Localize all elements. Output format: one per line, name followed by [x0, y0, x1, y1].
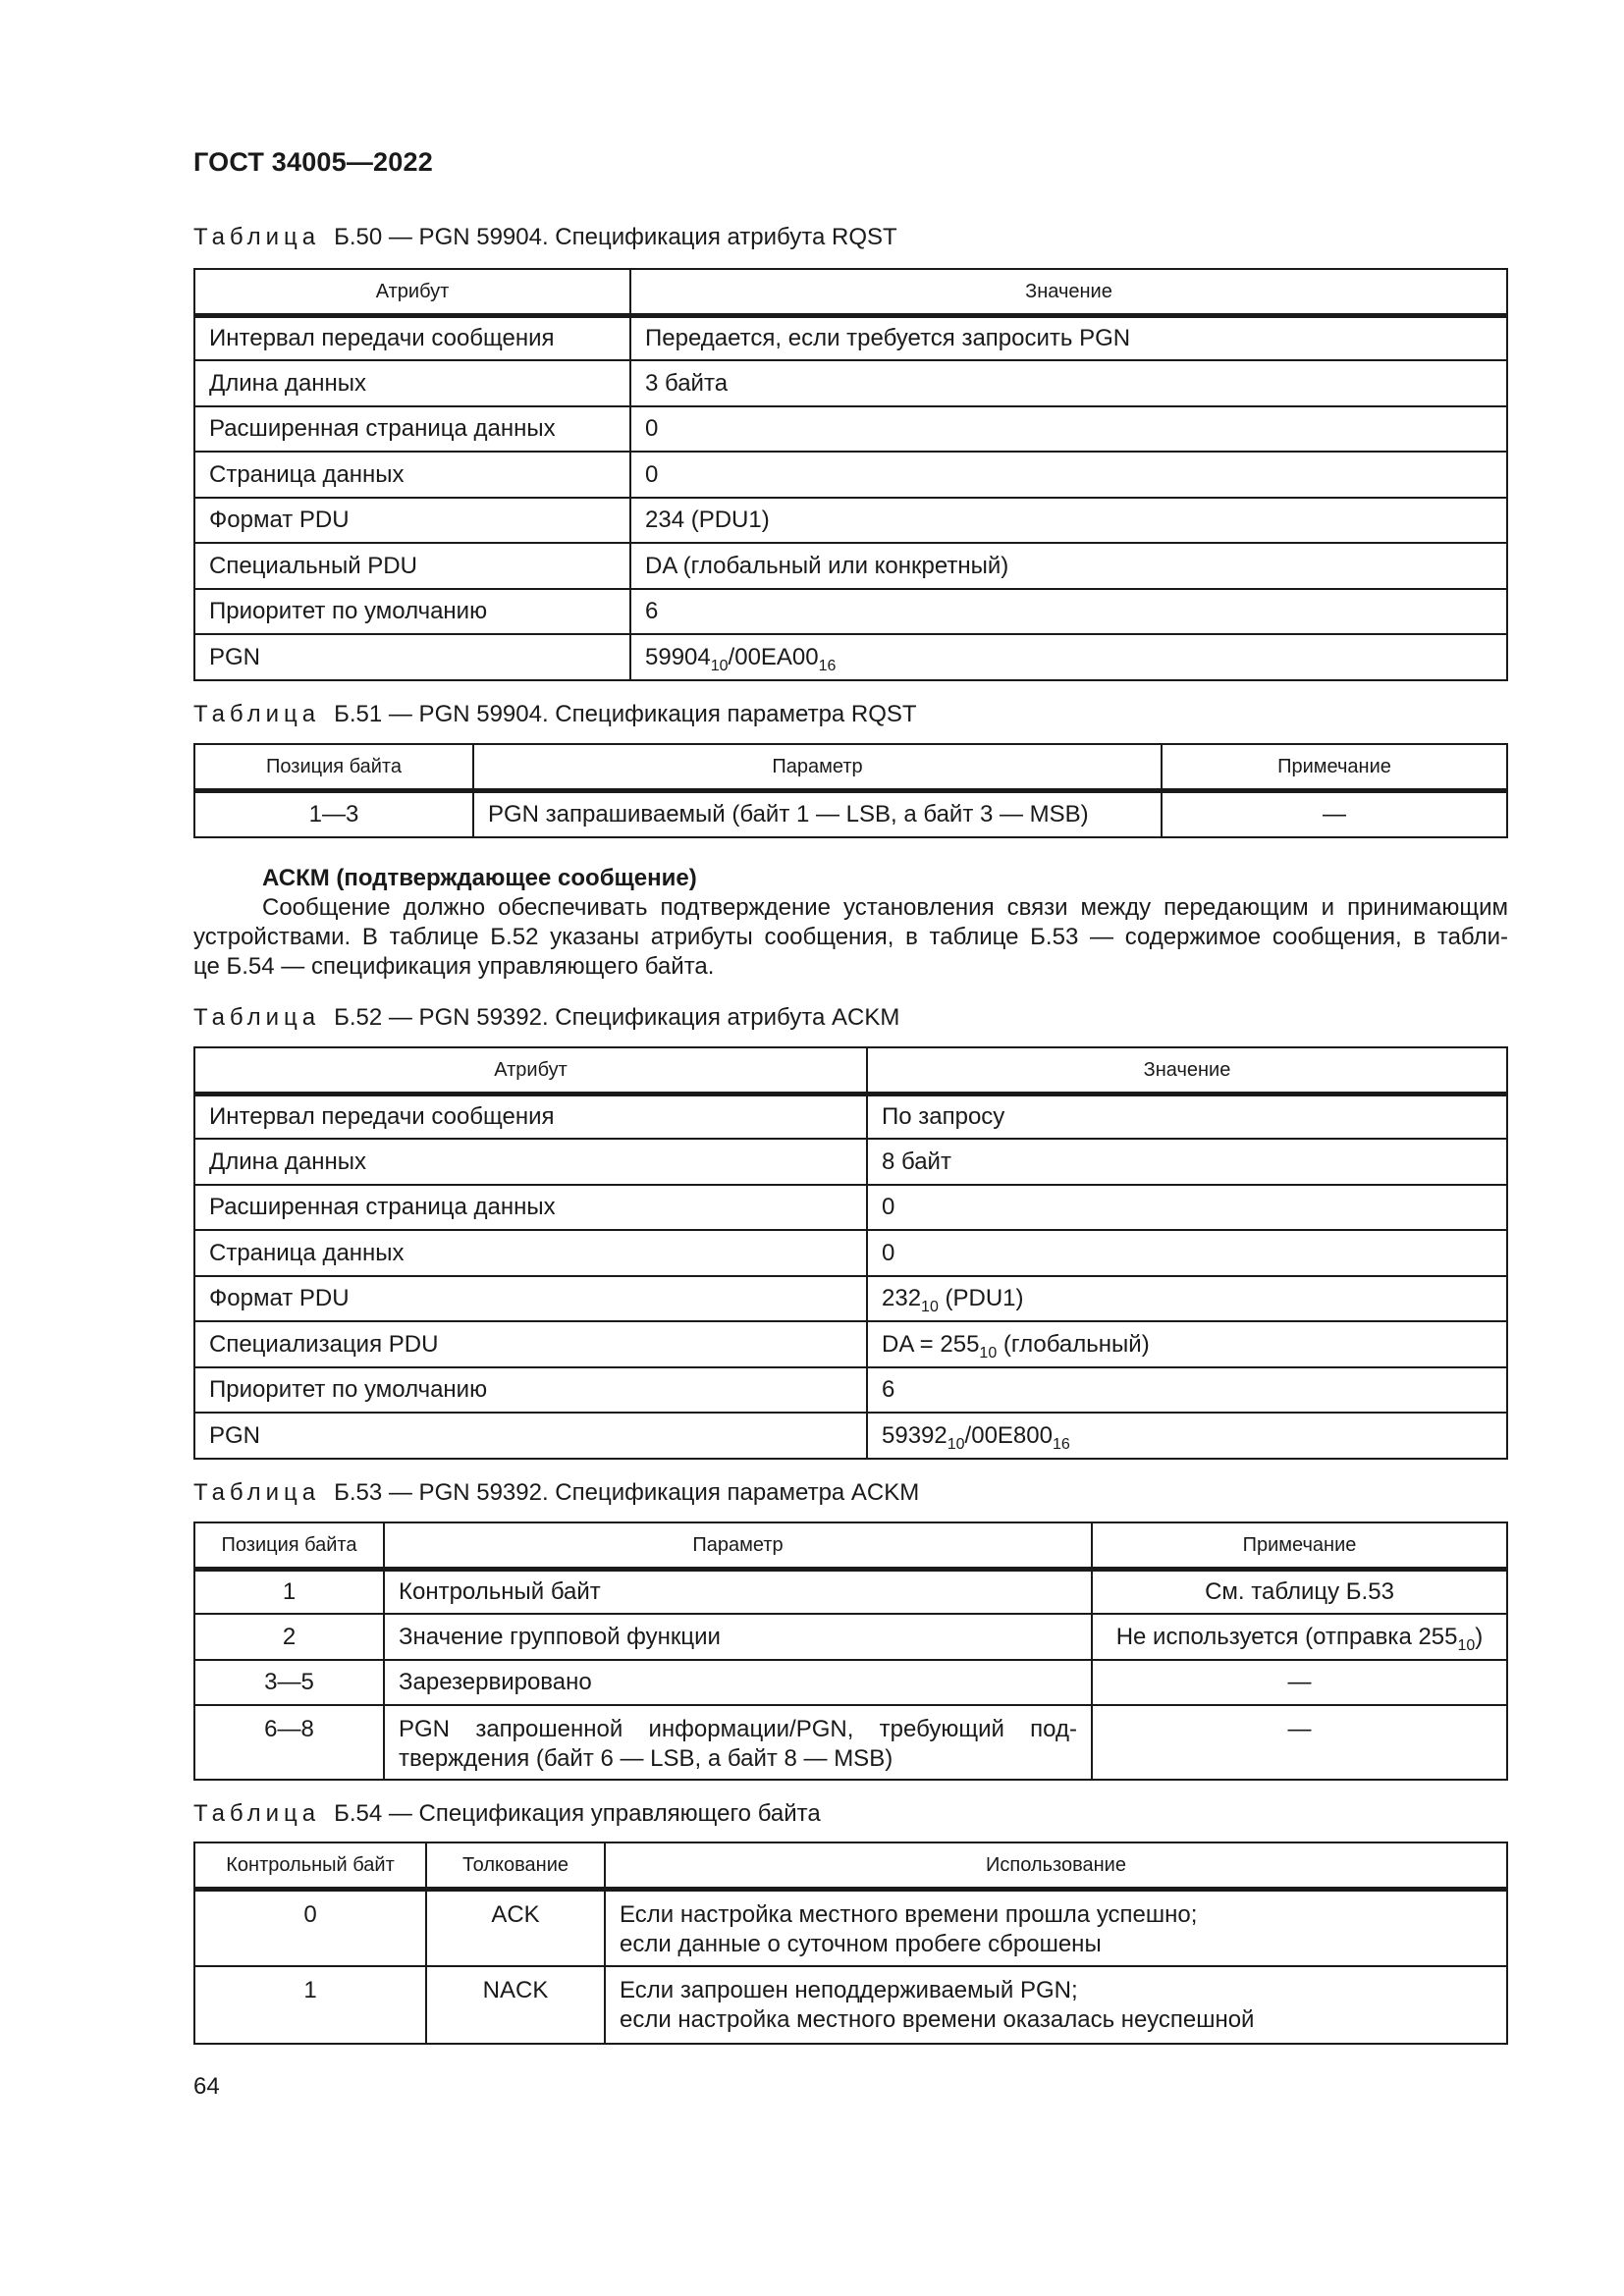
- table-row: [194, 634, 1507, 680]
- subscript: 10: [947, 1435, 965, 1453]
- position-cell: 2: [194, 1614, 384, 1660]
- attribute-cell: Приоритет по умолчанию: [194, 589, 630, 634]
- section-title: АСКМ (подтверждающее сообщение): [262, 865, 697, 891]
- caption-word: Таблица: [193, 1479, 321, 1506]
- table-b51: [193, 743, 1508, 838]
- table-row: [194, 452, 1507, 498]
- table-row: [194, 790, 1507, 837]
- column-header: Атрибут: [194, 269, 630, 315]
- column-header: Толкование: [426, 1842, 605, 1889]
- value-cell: 8 байт: [867, 1139, 1507, 1185]
- table-row: [194, 1889, 1507, 1966]
- caption-word: Таблица: [193, 224, 321, 250]
- table-row: [194, 1660, 1507, 1705]
- attribute-cell: Длина данных: [194, 360, 630, 406]
- caption-text: Б.50 — PGN 59904. Спецификация атрибута RQST: [334, 224, 897, 250]
- caption-text: Б.54 — Спецификация управляющего байта: [334, 1800, 821, 1827]
- attribute-cell: Страница данных: [194, 452, 630, 498]
- pgn-hex: /00EA00: [728, 643, 819, 670]
- attribute-cell: Длина данных: [194, 1139, 867, 1185]
- table-header-row: [194, 1842, 1507, 1889]
- note-text: Не используется (отправка 255: [1115, 1623, 1458, 1650]
- parameter-cell: [384, 1705, 1092, 1780]
- table-row: [194, 1569, 1507, 1614]
- column-header: Позиция байта: [194, 744, 473, 790]
- column-header: Контрольный байт: [194, 1842, 426, 1889]
- usage-cell: [605, 1966, 1507, 2044]
- attribute-cell: Страница данных: [194, 1230, 867, 1276]
- page-number: 64: [193, 2073, 220, 2100]
- table-row: [194, 1276, 1507, 1321]
- subscript: 10: [979, 1344, 998, 1362]
- control-byte-cell: 0: [194, 1889, 426, 1966]
- parameter-line: тверждения (байт 6 — LSB, а байт 8 — MSB): [399, 1745, 893, 1772]
- note-cell: [1092, 1614, 1507, 1660]
- value-cell: 234 (PDU1): [630, 498, 1507, 543]
- value-number: DA = 255: [882, 1330, 980, 1358]
- table-b51-caption: [193, 701, 917, 728]
- table-row: [194, 1705, 1507, 1780]
- table-row: [194, 1230, 1507, 1276]
- attribute-cell: Формат PDU: [194, 498, 630, 543]
- table-row: [194, 498, 1507, 543]
- value-cell: Передается, если требуется запросить PGN: [630, 315, 1507, 360]
- value-cell: 0: [630, 406, 1507, 452]
- value-cell: [867, 1413, 1507, 1459]
- table-row: [194, 1094, 1507, 1139]
- table-header-row: [194, 744, 1507, 790]
- table-row: [194, 1139, 1507, 1185]
- position-cell: 6—8: [194, 1705, 384, 1780]
- value-number: 232: [882, 1285, 922, 1311]
- attribute-cell: Расширенная страница данных: [194, 1185, 867, 1230]
- attribute-cell: Интервал передачи сообщения: [194, 1094, 867, 1139]
- table-b50-caption: [193, 224, 897, 251]
- caption-word: Таблица: [193, 1800, 321, 1827]
- column-header: Параметр: [384, 1522, 1092, 1569]
- table-b54-caption: [193, 1800, 821, 1828]
- value-cell: 6: [630, 589, 1507, 634]
- table-b53: [193, 1522, 1508, 1781]
- parameter-cell: Зарезервировано: [384, 1660, 1092, 1705]
- column-header: Примечание: [1092, 1522, 1507, 1569]
- column-header: Позиция байта: [194, 1522, 384, 1569]
- attribute-cell: Специализация PDU: [194, 1321, 867, 1367]
- attribute-cell: Формат PDU: [194, 1276, 867, 1321]
- table-row: [194, 1367, 1507, 1413]
- table-row: [194, 315, 1507, 360]
- value-cell: [867, 1276, 1507, 1321]
- usage-cell: [605, 1889, 1507, 1966]
- paragraph-line: Сообщение должно обеспечивать подтверждение установления связи между передающим и принимающим: [262, 894, 1508, 921]
- table-row: [194, 1185, 1507, 1230]
- table-row: [194, 360, 1507, 406]
- table-row: [194, 1321, 1507, 1367]
- paragraph-line: устройствами. В таблице Б.52 указаны атрибуты сообщения, в таблице Б.53 — содержимое сообщения, в табли-: [193, 924, 1508, 950]
- note-cell: См. таблицу Б.53: [1092, 1569, 1507, 1614]
- note-cell: —: [1162, 790, 1507, 837]
- caption-text: Б.52 — PGN 59392. Спецификация атрибута ACKM: [334, 1004, 900, 1031]
- position-cell: 1: [194, 1569, 384, 1614]
- table-row: [194, 543, 1507, 589]
- usage-line: Если настройка местного времени прошла успешно;: [620, 1900, 1198, 1928]
- caption-text: Б.51 — PGN 59904. Спецификация параметра RQST: [334, 701, 917, 727]
- attribute-cell: Специальный PDU: [194, 543, 630, 589]
- table-row: [194, 589, 1507, 634]
- value-cell: 6: [867, 1367, 1507, 1413]
- table-row: [194, 1966, 1507, 2044]
- attribute-cell: Приоритет по умолчанию: [194, 1367, 867, 1413]
- usage-line: если настройка местного времени оказалась неуспешной: [620, 2006, 1255, 2033]
- subscript: 10: [921, 1299, 939, 1315]
- pgn-hex: /00E800: [964, 1421, 1053, 1449]
- table-b52: [193, 1046, 1508, 1460]
- value-cell: [867, 1321, 1507, 1367]
- value-cell: 0: [630, 452, 1507, 498]
- caption-text: Б.53 — PGN 59392. Спецификация параметра ACKM: [334, 1479, 920, 1506]
- column-header: Использование: [605, 1842, 1507, 1889]
- usage-line: если данные о суточном пробеге сброшены: [620, 1930, 1102, 1957]
- attribute-cell: Интервал передачи сообщения: [194, 315, 630, 360]
- table-header-row: [194, 1522, 1507, 1569]
- attribute-cell: PGN: [194, 1413, 867, 1459]
- column-header: Значение: [630, 269, 1507, 315]
- table-b54: [193, 1842, 1508, 2045]
- value-cell: 3 байта: [630, 360, 1507, 406]
- value-cell: [630, 634, 1507, 680]
- table-row: [194, 1614, 1507, 1660]
- value-cell: 0: [867, 1230, 1507, 1276]
- parameter-cell: Значение групповой функции: [384, 1614, 1092, 1660]
- subscript: 16: [1052, 1435, 1070, 1453]
- note-cell: —: [1092, 1660, 1507, 1705]
- column-header: Примечание: [1162, 744, 1507, 790]
- meaning-cell: NACK: [426, 1966, 605, 2044]
- table-b52-caption: [193, 1004, 899, 1032]
- subscript: 16: [818, 657, 837, 674]
- attribute-cell: Расширенная страница данных: [194, 406, 630, 452]
- ackm-paragraph: [193, 893, 1508, 982]
- caption-word: Таблица: [193, 701, 321, 727]
- pgn-decimal: 59904: [645, 643, 711, 670]
- subscript: 10: [1457, 1636, 1476, 1654]
- table-header-row: [194, 1047, 1507, 1094]
- table-b53-caption: [193, 1479, 919, 1507]
- note-cell: —: [1092, 1705, 1507, 1780]
- meaning-cell: ACK: [426, 1889, 605, 1966]
- table-row: [194, 406, 1507, 452]
- attribute-cell: PGN: [194, 634, 630, 680]
- caption-word: Таблица: [193, 1004, 321, 1031]
- value-text: (PDU1): [938, 1285, 1024, 1311]
- subscript: 10: [710, 657, 729, 674]
- parameter-cell: Контрольный байт: [384, 1569, 1092, 1614]
- position-cell: 3—5: [194, 1660, 384, 1705]
- paragraph-line: це Б.54 — спецификация управляющего байта.: [193, 953, 715, 980]
- column-header: Атрибут: [194, 1047, 867, 1094]
- table-row: [194, 1413, 1507, 1459]
- table-b50: [193, 268, 1508, 681]
- control-byte-cell: 1: [194, 1966, 426, 2044]
- usage-line: Если запрошен неподдерживаемый PGN;: [620, 1977, 1078, 2003]
- value-cell: 0: [867, 1185, 1507, 1230]
- position-cell: 1—3: [194, 790, 473, 837]
- parameter-cell: PGN запрашиваемый (байт 1 — LSB, а байт 3 — MSB): [473, 790, 1162, 837]
- standard-header: ГОСТ 34005—2022: [193, 147, 433, 177]
- column-header: Параметр: [473, 744, 1162, 790]
- value-text: (глобальный): [997, 1330, 1150, 1358]
- value-cell: По запросу: [867, 1094, 1507, 1139]
- table-header-row: [194, 269, 1507, 315]
- note-text: ): [1475, 1623, 1484, 1650]
- value-cell: DA (глобальный или конкретный): [630, 543, 1507, 589]
- pgn-decimal: 59392: [882, 1421, 947, 1449]
- parameter-line: PGN запрошенной информации/PGN, требующий под-: [399, 1716, 1077, 1742]
- column-header: Значение: [867, 1047, 1507, 1094]
